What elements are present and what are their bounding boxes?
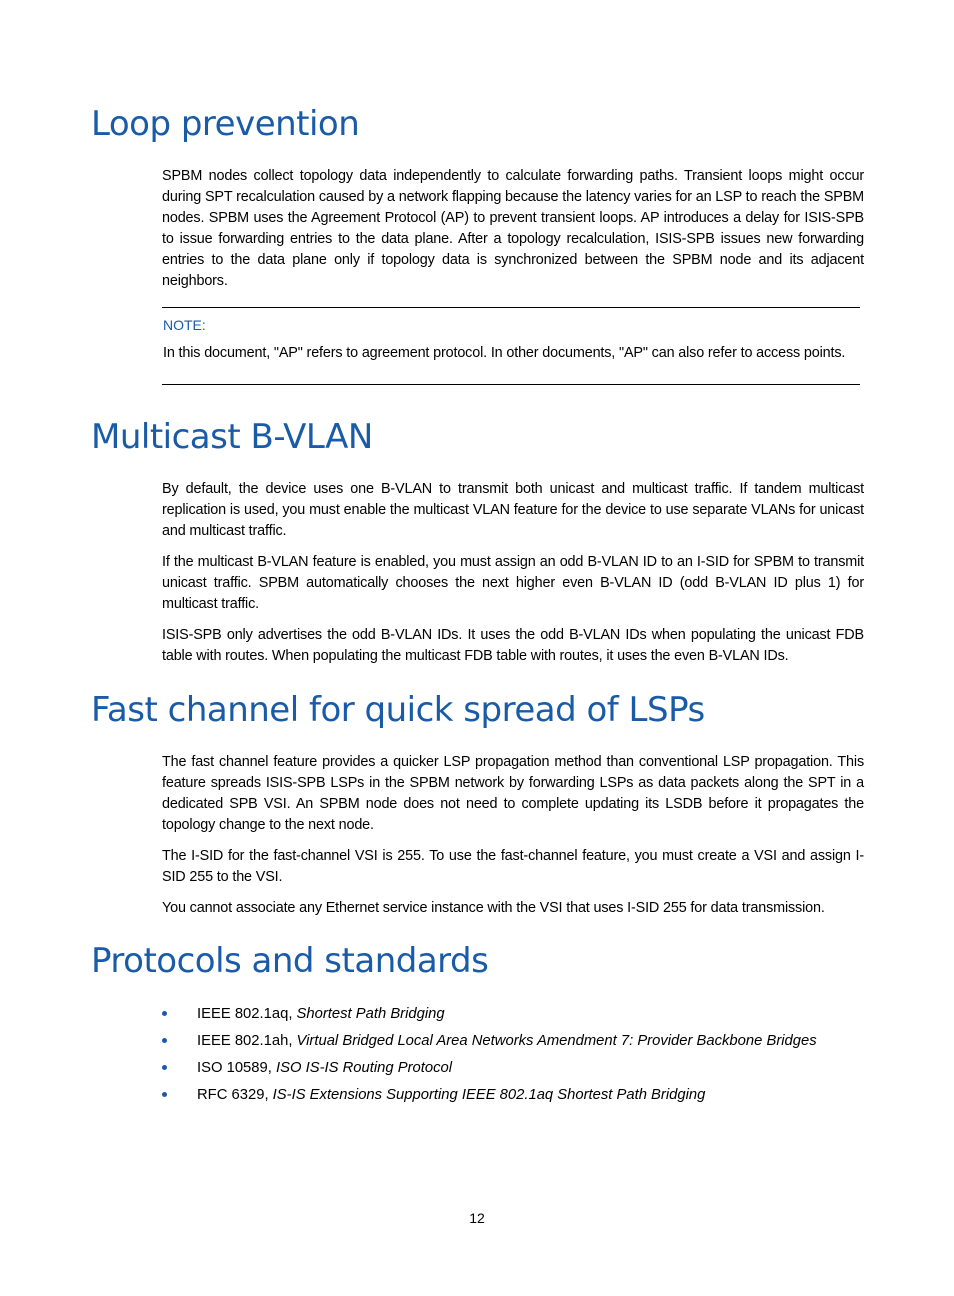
standards-list xyxy=(162,1003,882,1111)
standard-entry: IEEE 802.1ah, Virtual Bridged Local Area Networks Amendment 7: Provider Backbone Bridges xyxy=(197,1033,817,1049)
paragraph-loop-prevention: SPBM nodes collect topology data independently to calculate forwarding paths. Transient loops might occur during SPT recalculation caused by a network flapping because the latency varies for an LSP to reach the SPBM nodes. SPBM uses the Agreement Protocol (AP) to prevent transient loops. AP introduces a delay for ISIS-SPB to issue forwarding entries to the data plane. After a topology recalculation, ISIS-SPB issues new forwarding entries to the data plane only if topology data is synchronized between the SPBM node and its adjacent neighbors. xyxy=(162,168,864,289)
note-label: NOTE: xyxy=(163,317,206,333)
bullet-icon xyxy=(162,1011,167,1016)
standard-title: Virtual Bridged Local Area Networks Amendment 7: Provider Backbone Bridges xyxy=(296,1033,817,1049)
list-item xyxy=(162,1057,882,1084)
heading-loop-prevention: Loop prevention xyxy=(91,104,360,144)
heading-fast-channel: Fast channel for quick spread of LSPs xyxy=(91,690,705,730)
standard-title: IS-IS Extensions Supporting IEEE 802.1aq Shortest Path Bridging xyxy=(272,1087,706,1103)
bullet-icon xyxy=(162,1065,167,1070)
note-text: In this document, "AP" refers to agreement protocol. In other documents, "AP" can also refer to access points. xyxy=(163,345,846,361)
standard-title: Shortest Path Bridging xyxy=(296,1006,445,1022)
paragraph-fast-channel-3: You cannot associate any Ethernet service instance with the VSI that uses I-SID 255 for data transmission. xyxy=(162,900,825,916)
list-item xyxy=(162,1084,882,1111)
paragraph-fast-channel-1: The fast channel feature provides a quicker LSP propagation method than conventional LSP propagation. This feature spreads ISIS-SPB LSPs in the SPBM network by forwarding LSPs as data packets along the SPT in a dedicated SPB VSI. An SPBM node does not need to complete updating its LSDB before it propagates the topology change to the next node. xyxy=(162,754,864,833)
standard-entry: ISO 10589, ISO IS-IS Routing Protocol xyxy=(197,1060,452,1076)
list-item xyxy=(162,1030,882,1057)
bullet-icon xyxy=(162,1092,167,1097)
standard-entry: IEEE 802.1aq, Shortest Path Bridging xyxy=(197,1006,445,1022)
page-number: 12 xyxy=(469,1210,485,1226)
list-item xyxy=(162,1003,882,1030)
note-box xyxy=(162,307,860,385)
heading-protocols-standards: Protocols and standards xyxy=(91,941,489,981)
bullet-icon xyxy=(162,1038,167,1043)
heading-multicast-bvlan: Multicast B-VLAN xyxy=(91,417,373,457)
paragraph-fast-channel-2: The I-SID for the fast-channel VSI is 255. To use the fast-channel feature, you must create a VSI and assign I-SID 255 to the VSI. xyxy=(162,848,864,885)
paragraph-multicast-bvlan-3: ISIS-SPB only advertises the odd B-VLAN IDs. It uses the odd B-VLAN IDs when populating the unicast FDB table with routes. When populating the multicast FDB table with routes, it uses the even B-VLAN IDs. xyxy=(162,627,864,664)
paragraph-multicast-bvlan-1: By default, the device uses one B-VLAN to transmit both unicast and multicast traffic. If tandem multicast replication is used, you must enable the multicast VLAN feature for the device to use separate VLANs for unicast and multicast traffic. xyxy=(162,481,864,539)
standard-title: ISO IS-IS Routing Protocol xyxy=(275,1060,452,1076)
paragraph-multicast-bvlan-2: If the multicast B-VLAN feature is enabled, you must assign an odd B-VLAN ID to an I-SID for SPBM to transmit unicast traffic. SPBM automatically chooses the next higher even B-VLAN ID (odd B-VLAN ID plus 1) for multicast traffic. xyxy=(162,554,864,612)
standard-entry: RFC 6329, IS-IS Extensions Supporting IEEE 802.1aq Shortest Path Bridging xyxy=(197,1087,706,1103)
